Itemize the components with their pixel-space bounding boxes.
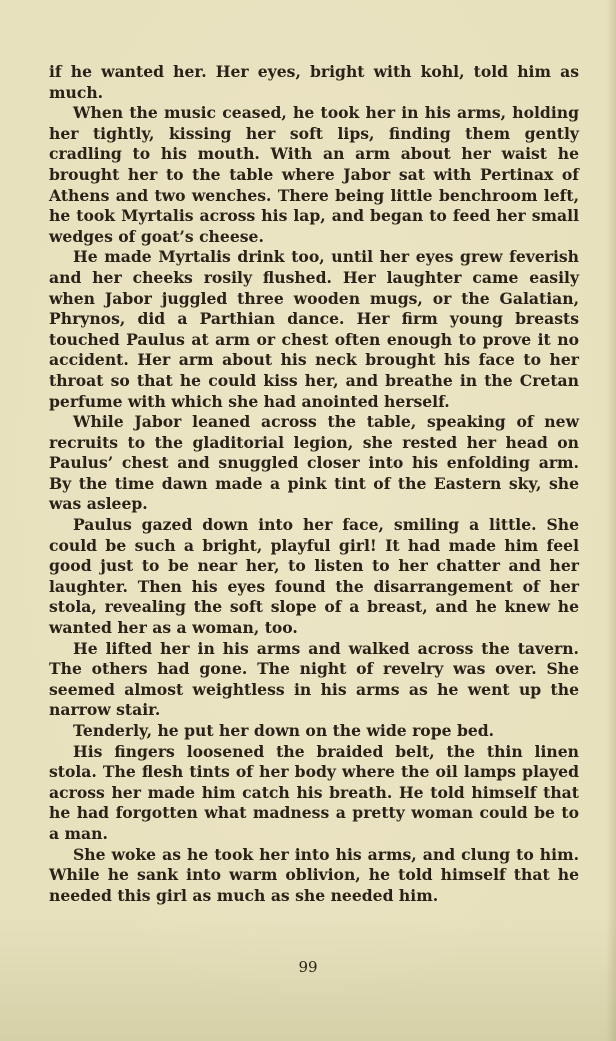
paragraph: Tenderly, he put her down on the wide rope bed. bbox=[73, 721, 495, 740]
body-text bbox=[49, 62, 579, 906]
paragraph: He lifted her in his arms and walked across the tavern. The others had gone. The night of revelry was over. She seemed almost weightless in his arms as he went up the narrow stair. bbox=[49, 638, 579, 720]
paragraph: His fingers loosened the braided belt, the thin linen stola. The flesh tints of her body where the oil lamps played across her made him catch his breath. He told himself that he had forgotten what madness a pretty woman could be to a man. bbox=[49, 741, 579, 843]
page-number: 99 bbox=[298, 958, 318, 976]
paragraph: He made Myrtalis drink too, until her eyes grew feverish and her cheeks rosily flushed. Her laughter came easily when Jabor juggled three wooden mugs, or the Galatian, Phrynos, did a Parthian dance. Her firm young breasts touched Paulus at arm or chest often enough to prove it no accident. Her arm about his neck brought his face to her throat so that he could kiss her, and breathe in the Cretan perfume with which she had anointed herself. bbox=[49, 247, 579, 411]
paragraph: While Jabor leaned across the table, speaking of new recruits to the gladitorial legion, she rested her head on Paulus’ chest and snuggled closer into his enfolding arm. By the time dawn made a pink tint of the Eastern sky, she was asleep. bbox=[49, 412, 579, 514]
paragraph: She woke as he took her into his arms, and clung to him. While he sank into warm oblivion, he told himself that he needed this girl as much as she needed him. bbox=[49, 844, 579, 905]
paragraph: Paulus gazed down into her face, smiling a little. She could be such a bright, playful girl! It had made him feel good just to be near her, to listen to her chatter and her laughter. Then his eyes found the disarrangement of her stola, revealing the soft slope of a breast, and he knew he wanted her as a woman, too. bbox=[49, 515, 579, 638]
paragraph: if he wanted her. Her eyes, bright with kohl, told him as much. bbox=[49, 62, 579, 102]
paragraph: When the music ceased, he took her in his arms, holding her tightly, kissing her soft lips, finding them gently cradling to his mouth. With an arm about her waist he brought her to the table where Jabor sat with Pertinax of Athens and two wenches. There being little benchroom left, he took Myrtalis across his lap, and began to feed her small wedges of goat’s cheese. bbox=[49, 103, 579, 246]
